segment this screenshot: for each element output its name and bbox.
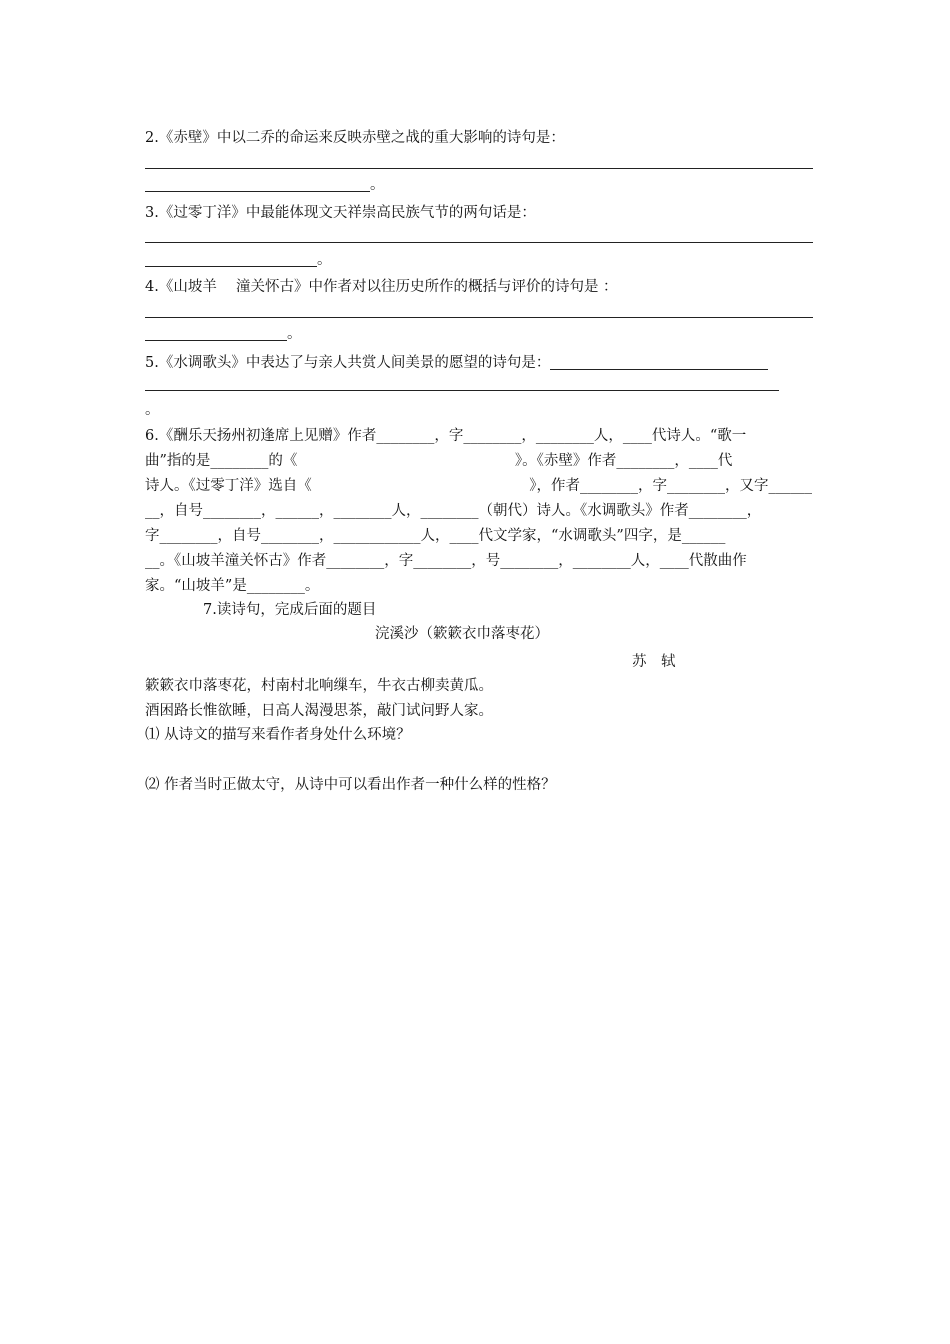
poem-title: 浣溪沙（簌簌衣巾落枣花） [375,626,549,642]
question-7-prompt: 7.读诗句，完成后面的题目 [203,602,377,618]
question-6-line: 家。“山坡羊”是________。 [145,578,320,594]
question-6-line: 诗人。《过零丁洋》选自《 》，作者________，字________，又字______ [145,478,812,494]
answer-blank[interactable] [550,354,768,370]
answer-line-tail[interactable] [145,324,302,344]
question-6-line: 曲”指的是________的《 》。《赤壁》作者________，____代 [145,453,733,469]
question-6-line: __。《山坡羊潼关怀古》作者________，字________，号________，________人，____代散曲作 [145,553,747,569]
period: 。 [145,402,160,418]
answer-line-tail[interactable] [145,175,385,195]
answer-line[interactable] [145,317,813,318]
poem-line: 簌簌衣巾落枣花，村南村北响缫车，牛衣古柳卖黄瓜。 [145,678,493,694]
answer-line[interactable] [145,242,813,243]
question-6-line: __，自号________，______，________人，________（朝代）诗人。《水调歌头》作者________， [145,503,762,519]
answer-line-tail[interactable] [145,250,332,270]
period: 。 [287,326,302,342]
period: 。 [370,177,385,193]
period: 。 [317,252,332,268]
answer-line[interactable] [145,168,813,169]
poem-author: 苏 轼 [632,654,676,670]
sub-question-2: ⑵ 作者当时正做太守，从诗中可以看出作者一种什么样的性格？ [145,777,556,793]
question-4-prompt: 4.《山坡羊 潼关怀古》中作者对以往历史所作的概括与评价的诗句是 ： [145,279,618,295]
sub-question-1: ⑴ 从诗文的描写来看作者身处什么环境？ [145,727,411,743]
question-6-line: 6.《酬乐天扬州初逢席上见赠》作者________，字________，________人，____代诗人。“歌一 [145,428,747,444]
poem-line: 酒困路长惟欲睡，日高人渴漫思茶，敲门试问野人家。 [145,703,493,719]
question-6-line: 字________，自号________，____________人，____代文学家，“水调歌头”四字，是______ [145,528,726,544]
answer-line[interactable] [145,390,779,391]
question-3-prompt: 3.《过零丁洋》中最能体现文天祥崇高民族气节的两句话是： [145,205,536,221]
question-2-prompt: 2.《赤壁》中以二乔的命运来反映赤壁之战的重大影响的诗句是： [145,130,565,146]
question-5-prompt: 5.《水调歌头》中表达了与亲人共赏人间美景的愿望的诗句是： [145,353,768,373]
